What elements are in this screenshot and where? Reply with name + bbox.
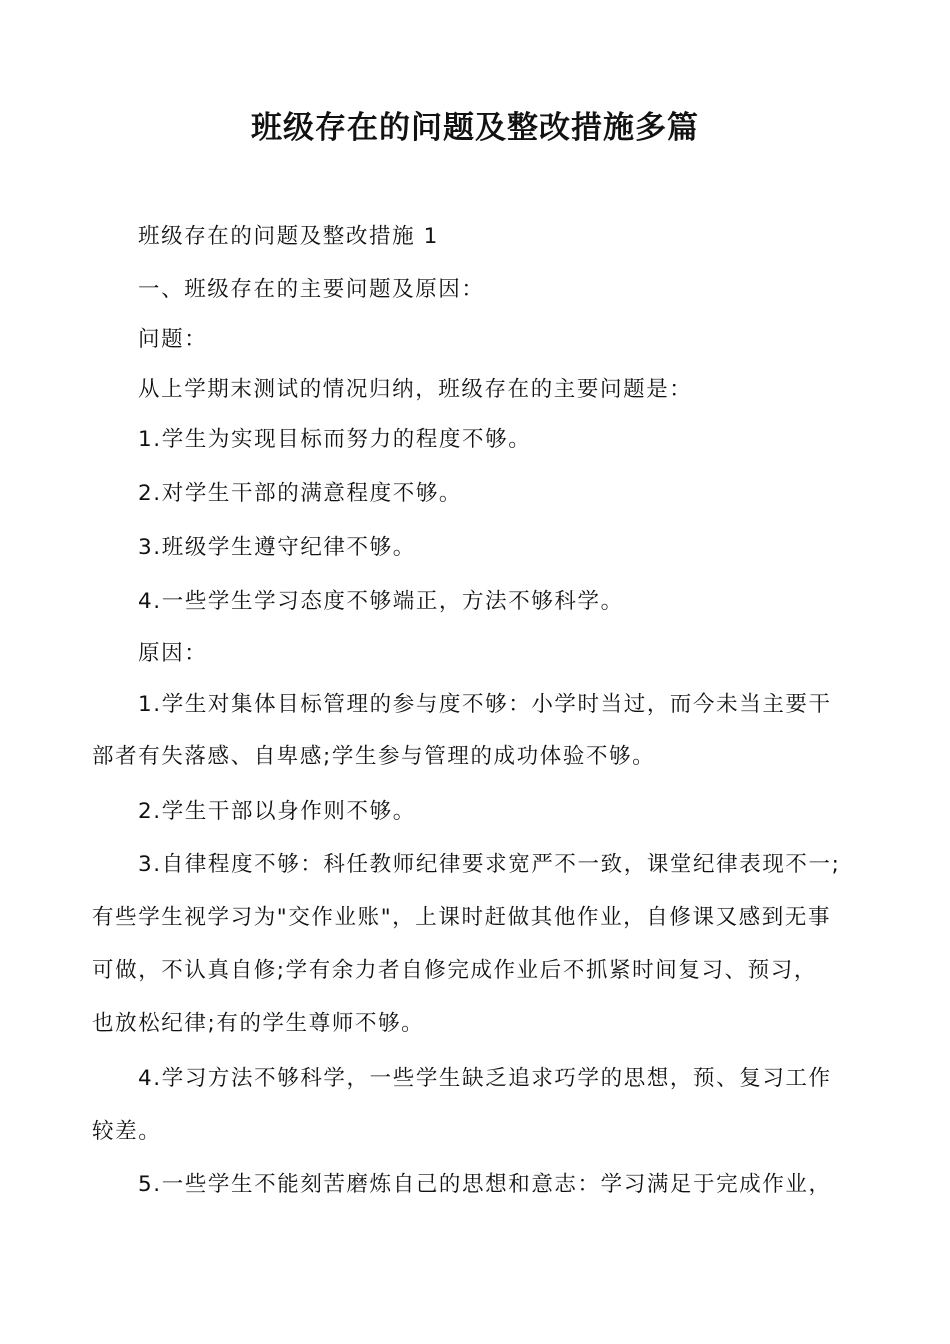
paragraph-line: 可做，不认真自修;学有余力者自修完成作业后不抓紧时间复习、预习， [92,958,817,983]
paragraph-line: 5.一些学生不能刻苦磨炼自己的思想和意志：学习满足于完成作业， [138,1172,832,1197]
document-title: 班级存在的问题及整改措施多篇 [251,110,699,146]
paragraph-line: 部者有失落感、自卑感;学生参与管理的成功体验不够。 [92,744,656,769]
list-item: 4.一些学生学习态度不够端正，方法不够科学。 [138,589,624,614]
section-heading: 班级存在的问题及整改措施 1 [138,224,439,249]
label-causes: 原因： [138,641,208,666]
label-problems: 问题： [138,327,208,352]
paragraph-line: 有些学生视学习为"交作业账"，上课时赶做其他作业，自修课又感到无事 [92,905,832,930]
list-item: 3.班级学生遵守纪律不够。 [138,535,416,560]
subsection-heading: 一、班级存在的主要问题及原因： [138,277,485,302]
paragraph-line: 2.学生干部以身作则不够。 [138,799,416,824]
paragraph-line: 1.学生对集体目标管理的参与度不够：小学时当过，而今未当主要干 [138,692,832,717]
paragraph-line: 较差。 [92,1119,162,1144]
paragraph-line: 4.学习方法不够科学，一些学生缺乏追求巧学的思想，预、复习工作 [138,1066,832,1091]
paragraph-line: 3.自律程度不够：科任教师纪律要求宽严不一致，课堂纪律表现不一; [138,852,841,877]
paragraph-line: 从上学期末测试的情况归纳，班级存在的主要问题是： [138,377,693,402]
list-item: 1.学生为实现目标而努力的程度不够。 [138,427,532,452]
paragraph-line: 也放松纪律;有的学生尊师不够。 [92,1011,425,1036]
list-item: 2.对学生干部的满意程度不够。 [138,481,463,506]
